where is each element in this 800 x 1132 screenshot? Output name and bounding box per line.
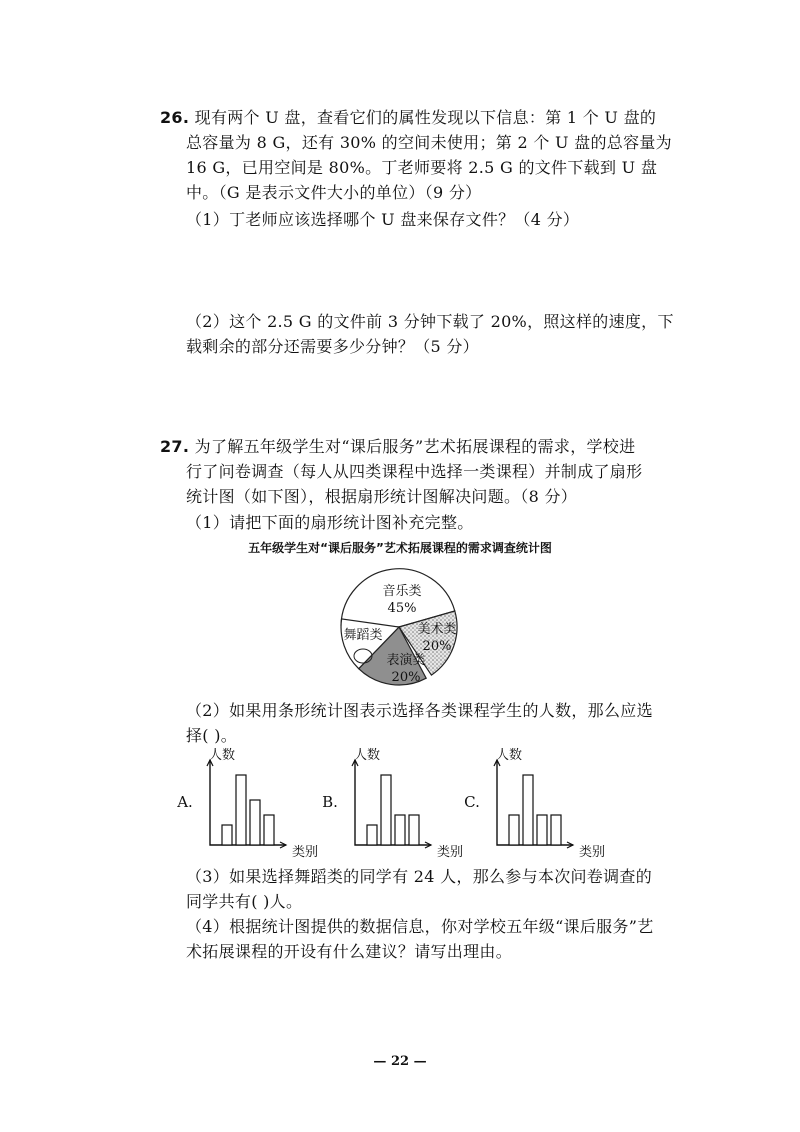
bar	[523, 775, 533, 845]
pie-slice-label: 舞蹈类	[343, 628, 383, 643]
bar	[409, 815, 419, 845]
q26-text-1: 现有两个 U 盘，查看它们的属性发现以下信息：第 1 个 U 盘的	[194, 108, 657, 127]
bar	[367, 825, 377, 845]
axes	[210, 760, 286, 845]
bar	[509, 815, 519, 845]
pie-chart	[0, 555, 800, 705]
q26-line-3: 16 G，已用空间是 80%。丁老师要将 2.5 G 的文件下载到 U 盘	[186, 158, 658, 177]
q27-sub4-line-2: 术拓展课程的开设有什么建议？请写出理由。	[186, 942, 513, 961]
pie-slice-percent: 20%	[422, 639, 452, 654]
pie-chart-title: 五年级学生对“课后服务”艺术拓展课程的需求调查统计图	[248, 541, 552, 555]
q27-sub2-line-2: 择( )。	[186, 726, 238, 745]
q26-line-2: 总容量为 8 G，还有 30% 的空间未使用；第 2 个 U 盘的总容量为	[186, 133, 672, 152]
bar	[395, 815, 405, 845]
q27-sub1: （1）请把下面的扇形统计图补充完整。	[186, 513, 474, 532]
x-axis-label: 类别	[292, 845, 319, 860]
q27-line-3: 统计图（如下图），根据扇形统计图解决问题。（8 分）	[186, 487, 578, 506]
x-axis-label: 类别	[437, 845, 464, 860]
q26-line-1	[160, 107, 656, 129]
q27-sub3-line-1: （3）如果选择舞蹈类的同学有 24 人，那么参与本次问卷调查的	[186, 867, 653, 886]
y-axis-label: 人数	[208, 748, 236, 763]
pie-slice-label: 音乐类	[382, 584, 422, 599]
q27-line-2: 行了问卷调查（每人从四类课程中选择一类课程）并制成了扇形	[186, 462, 643, 481]
page-number: — 22 —	[373, 1054, 427, 1069]
q26-number: 26.	[160, 108, 190, 127]
option-letter[interactable]: C.	[464, 793, 480, 811]
option-letter[interactable]: B.	[322, 793, 338, 811]
axes	[355, 760, 431, 845]
q27-line-1	[160, 436, 635, 458]
q26-sub1: （1）丁老师应该选择哪个 U 盘来保存文件？（4 分）	[186, 210, 580, 229]
bar	[250, 800, 260, 845]
x-axis-label: 类别	[579, 845, 606, 860]
q27-sub3-line-2: 同学共有( )人。	[186, 892, 303, 911]
pie-slice-percent: 20%	[391, 670, 421, 685]
y-axis-label: 人数	[353, 748, 381, 763]
y-axis-label: 人数	[495, 748, 523, 763]
option-letter[interactable]: A.	[177, 793, 193, 811]
bar	[264, 815, 274, 845]
q26-sub2-line-2: 载剩余的部分还需要多少分钟？（5 分）	[186, 337, 479, 356]
q27-sub4-line-1: （4）根据统计图提供的数据信息，你对学校五年级“课后服务”艺	[186, 917, 654, 936]
bar	[537, 815, 547, 845]
pie-slice-label: 美术类	[417, 622, 457, 637]
q27-text-1: 为了解五年级学生对“课后服务”艺术拓展课程的需求，学校进	[194, 437, 636, 456]
q27-sub2-line-1: （2）如果用条形统计图表示选择各类课程学生的人数，那么应选	[186, 701, 653, 720]
pie-slice-percent: 45%	[387, 601, 417, 616]
q26-sub2-line-1: （2）这个 2.5 G 的文件前 3 分钟下载了 20%，照这样的速度，下	[186, 312, 674, 331]
bar-options	[0, 745, 800, 865]
q27-number: 27.	[160, 437, 190, 456]
bar	[222, 825, 232, 845]
pie-slice-label: 表演类	[386, 653, 426, 668]
bar	[236, 775, 246, 845]
bar	[381, 775, 391, 845]
bar	[551, 815, 561, 845]
q26-line-4: 中。（G 是表示文件大小的单位）（9 分）	[186, 183, 482, 202]
